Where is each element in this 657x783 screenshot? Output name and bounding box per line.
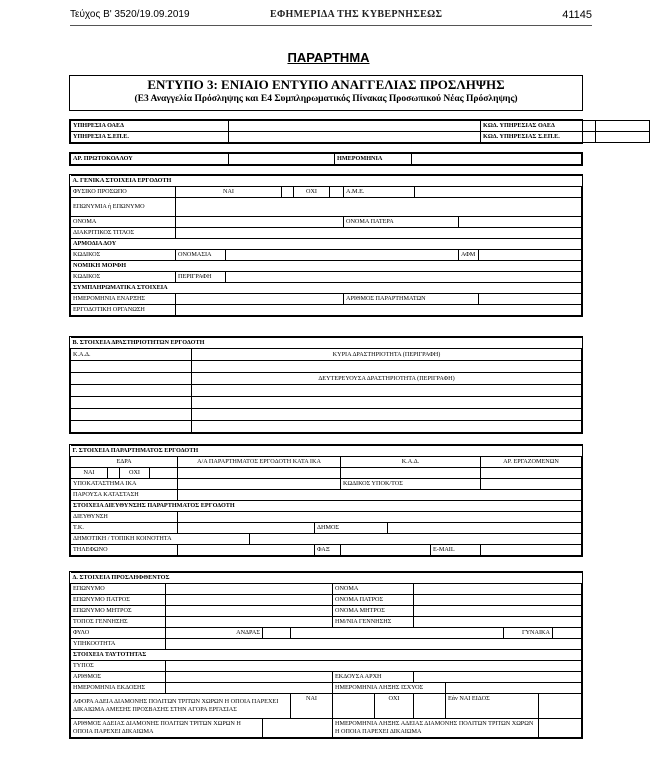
postal-code-field[interactable] bbox=[178, 523, 315, 534]
doy-designation-field[interactable] bbox=[226, 250, 459, 261]
mother-surname-field[interactable] bbox=[166, 606, 333, 617]
sepe-label: ΥΠΗΡΕΣΙΑ Σ.ΕΠ.Ε. bbox=[71, 132, 229, 143]
gender-spacer bbox=[291, 628, 504, 639]
sepe-code-label: ΚΩΔ. ΥΠΗΡΕΣΙΑΣ Σ.ΕΠ.Ε. bbox=[481, 132, 596, 143]
protocol-date-field[interactable] bbox=[412, 154, 582, 165]
ika-branch-label: ΥΠΟΚΑΤΑΣΤΗΜΑ ΙΚΑ bbox=[71, 479, 178, 490]
protocol-number-field[interactable] bbox=[229, 154, 335, 165]
seat-no-label: ΟΧΙ bbox=[120, 468, 150, 479]
municipality-field[interactable] bbox=[388, 523, 582, 534]
gender-label: ΦΥΛΟ bbox=[71, 628, 166, 639]
oaed-code-field[interactable] bbox=[596, 121, 650, 132]
company-name-label: ΕΠΩΝΥΜΙΑ ή ΕΠΩΝΥΜΟ bbox=[71, 198, 176, 217]
seat-yes-label: ΝΑΙ bbox=[71, 468, 108, 479]
id-type-label: ΤΥΠΟΣ bbox=[71, 661, 166, 672]
issuing-authority-label: ΕΚΔΟΥΣΑ ΑΡΧΗ bbox=[333, 672, 414, 683]
sepe-field[interactable] bbox=[229, 132, 481, 143]
doy-code-label: ΚΩΔΙΚΟΣ bbox=[71, 250, 176, 261]
secondary-activity-field-3[interactable] bbox=[192, 397, 582, 409]
address-title: ΣΤΟΙΧΕΙΑ ΔΙΕΥΘΥΝΣΗΣ ΠΑΡΑΡΤΗΜΑΤΟΣ ΕΡΓΟΔΟΤΗ bbox=[71, 501, 582, 512]
father-surname-field[interactable] bbox=[166, 595, 333, 606]
main-activity-label: ΚΥΡΙΑ ΔΡΑΣΤΗΡΙΟΤΗΤΑ (ΠΕΡΙΓΡΑΦΗ) bbox=[192, 349, 582, 361]
kad-field[interactable] bbox=[71, 361, 192, 373]
protocol-number-label: ΑΡ. ΠΡΩΤΟΚΟΛΛΟΥ bbox=[71, 154, 229, 165]
protocol-date-label: ΗΜΕΡΟΜΗΝΙΑ bbox=[335, 154, 412, 165]
status-label: ΠΑΡΟΥΣΑ ΚΑΤΑΣΤΑΣΗ bbox=[71, 490, 178, 501]
secondary-activity-label: ΔΕΥΤΕΡΕΥΟΥΣΑ ΔΡΑΣΤΗΡΙΟΤΗΤΑ (ΠΕΡΙΓΡΑΦΗ) bbox=[192, 373, 582, 385]
community-label: ΔΗΜΟΤΙΚΗ / ΤΟΠΙΚΗ ΚΟΙΝΟΤΗΤΑ bbox=[71, 534, 250, 545]
section-a-title: Α. ΓΕΝΙΚΑ ΣΤΟΙΧΕΙΑ ΕΡΓΟΔΟΤΗ bbox=[71, 176, 582, 187]
page-number: 41145 bbox=[562, 9, 592, 21]
surname-label: ΕΠΩΝΥΜΟ bbox=[71, 584, 166, 595]
journal-name: ΕΦΗΜΕΡΙΔΑ ΤΗΣ ΚΥΒΕΡΝΗΣΕΩΣ bbox=[270, 9, 443, 20]
annex-title: ΠΑΡΑΡΤΗΜΑ bbox=[287, 50, 370, 65]
mother-name-label: ΟΝΟΜΑ ΜΗΤΡΟΣ bbox=[333, 606, 414, 617]
legal-code-label: ΚΩΔΙΚΟΣ bbox=[71, 272, 176, 283]
father-surname-label: ΕΠΩΝΥΜΟ ΠΑΤΡΟΣ bbox=[71, 595, 166, 606]
natural-person-no-box[interactable] bbox=[330, 187, 344, 198]
branch-no-label: Α/Α ΠΑΡΑΡΤΗΜΑΤΟΣ ΕΡΓΟΔΟΤΗ ΚΑΤΑ ΙΚΑ bbox=[178, 457, 341, 468]
permit-yes-label: ΝΑΙ bbox=[291, 694, 333, 719]
branch-code-label: ΚΩΔΙΚΟΣ ΥΠΟΚ/ΤΟΣ bbox=[341, 479, 481, 490]
start-date-label: ΗΜΕΡΟΜΗΝΙΑ ΕΝΑΡΞΗΣ bbox=[71, 294, 176, 305]
natural-person-label: ΦΥΣΙΚΟ ΠΡΟΣΩΠΟ bbox=[71, 187, 176, 198]
doy-designation-label: ΟΝΟΜΑΣΙΑ bbox=[176, 250, 226, 261]
email-label: E-MAIL bbox=[431, 545, 481, 556]
afm-field[interactable] bbox=[479, 250, 582, 261]
permit-no-label: ΟΧΙ bbox=[375, 694, 414, 719]
municipality-label: ΔΗΜΟΣ bbox=[315, 523, 388, 534]
secondary-activity-field-5[interactable] bbox=[192, 421, 582, 433]
natural-person-yes-box[interactable] bbox=[282, 187, 294, 198]
birthplace-label: ΤΟΠΟΣ ΓΕΝΝΗΣΗΣ bbox=[71, 617, 166, 628]
page-header bbox=[70, 9, 592, 23]
doy-title: ΑΡΜΟΔΙΑ ΔΟΥ bbox=[71, 239, 582, 250]
services-box bbox=[69, 119, 583, 144]
fax-field[interactable] bbox=[341, 545, 431, 556]
section-b-title: Β. ΣΤΟΙΧΕΙΑ ΔΡΑΣΤΗΡΙΟΤΗΤΩΝ ΕΡΓΟΔΟΤΗ bbox=[71, 338, 582, 349]
start-date-field[interactable] bbox=[176, 294, 344, 305]
permit-number-label: ΑΡΙΘΜΟΣ ΑΔΕΙΑΣ ΔΙΑΜΟΝΗΣ ΠΟΛΙΤΩΝ ΤΡΙΤΩΝ ΧΩΡΩΝ Η ΟΠΟΙΑ ΠΑΡΕΧΕΙ ΔΙΚΑΙΩΜΑ bbox=[71, 719, 263, 738]
father-name-label: ΟΝΟΜΑ ΠΑΤΕΡΑ bbox=[344, 217, 459, 228]
id-title: ΣΤΟΙΧΕΙΑ ΤΑΥΤΟΤΗΤΑΣ bbox=[71, 650, 582, 661]
issue-date-label: ΗΜΕΡΟΜΗΝΙΑ ΕΚΔΟΣΗΣ bbox=[71, 683, 166, 694]
branch-no-field[interactable] bbox=[178, 468, 341, 479]
secondary-activity-field-2[interactable] bbox=[192, 385, 582, 397]
section-a bbox=[69, 174, 583, 317]
seat-no-box[interactable] bbox=[150, 468, 178, 479]
surname-field[interactable] bbox=[166, 584, 333, 595]
name-label: ΟΝΟΜΑ bbox=[71, 217, 176, 228]
kad-label: Κ.Α.Δ. bbox=[71, 349, 192, 361]
form-title: ΕΝΤΥΠΟ 3: ΕΝΙΑΙΟ ΕΝΤΥΠΟ ΑΝΑΓΓΕΛΙΑΣ ΠΡΟΣΛΗΨΗΣ bbox=[147, 77, 505, 92]
issuing-authority-field[interactable] bbox=[414, 672, 582, 683]
kad-secondary-field[interactable] bbox=[71, 373, 192, 385]
branch-kad-label: Κ.Α.Δ. bbox=[341, 457, 481, 468]
expiry-date-field[interactable] bbox=[446, 683, 582, 694]
female-label: ΓΥΝΑΙΚΑ bbox=[504, 628, 553, 639]
ame-label: Α.Μ.Ε. bbox=[344, 187, 415, 198]
id-number-label: ΑΡΙΘΜΟΣ bbox=[71, 672, 166, 683]
kad-field-4[interactable] bbox=[71, 409, 192, 421]
permit-expiry-label: ΗΜΕΡΟΜΗΝΙΑ ΛΗΞΗΣ ΑΔΕΙΑΣ ΔΙΑΜΟΝΗΣ ΠΟΛΙΤΩΝ ΤΡΙΤΩΝ ΧΩΡΩΝ Η ΟΠΟΙΑ ΠΑΡΕΧΕΙ ΔΙΚΑΙΩΜΑ bbox=[333, 719, 539, 738]
postal-code-label: Τ.Κ. bbox=[71, 523, 178, 534]
legal-description-field[interactable] bbox=[226, 272, 582, 283]
fax-label: ΦΑΞ bbox=[315, 545, 341, 556]
name-field[interactable] bbox=[176, 217, 344, 228]
form-subtitle: (Ε3 Αναγγελία Πρόσληψης και Ε4 Συμπληρωματικός Πίνακας Προσωπικού Νέας Πρόσληψης) bbox=[134, 94, 518, 104]
address-label: ΔΙΕΥΘΥΝΣΗ bbox=[71, 512, 178, 523]
no-label: ΟΧΙ bbox=[294, 187, 330, 198]
kad-field-5[interactable] bbox=[71, 421, 192, 433]
father-name-field-d[interactable] bbox=[414, 595, 582, 606]
legal-description-label: ΠΕΡΙΓΡΑΦΗ bbox=[176, 272, 226, 283]
section-d-title: Δ. ΣΤΟΙΧΕΙΑ ΠΡΟΣΛΗΦΘΕΝΤΟΣ bbox=[71, 573, 582, 584]
section-c bbox=[69, 444, 583, 557]
email-field[interactable] bbox=[481, 545, 582, 556]
male-label: ΑΝΔΡΑΣ bbox=[166, 628, 263, 639]
company-name-field[interactable] bbox=[176, 198, 582, 217]
issue-number: Τεύχος Β' 3520/19.09.2019 bbox=[70, 9, 190, 20]
secondary-activity-field-4[interactable] bbox=[192, 409, 582, 421]
birthplace-field[interactable] bbox=[166, 617, 333, 628]
oaed-field[interactable] bbox=[229, 121, 481, 132]
nationality-field[interactable] bbox=[166, 639, 582, 650]
employer-org-field[interactable] bbox=[176, 305, 582, 316]
father-name-label-d: ΟΝΟΜΑ ΠΑΤΡΟΣ bbox=[333, 595, 414, 606]
section-b bbox=[69, 336, 583, 434]
branch-count-field[interactable] bbox=[479, 294, 582, 305]
yes-label: ΝΑΙ bbox=[176, 187, 282, 198]
birthdate-field[interactable] bbox=[414, 617, 582, 628]
branch-kad-field[interactable] bbox=[341, 468, 481, 479]
nationality-label: ΥΠΗΚΟΟΤΗΤΑ bbox=[71, 639, 166, 650]
permit-type-field[interactable] bbox=[539, 694, 582, 719]
id-type-field[interactable] bbox=[166, 661, 582, 672]
section-c-title: Γ. ΣΤΟΙΧΕΙΑ ΠΑΡΑΡΤΗΜΑΤΟΣ ΕΡΓΟΔΟΤΗ bbox=[71, 446, 582, 457]
kad-field-3[interactable] bbox=[71, 397, 192, 409]
male-box[interactable] bbox=[263, 628, 291, 639]
hire-name-label: ΟΝΟΜΑ bbox=[333, 584, 414, 595]
header-divider bbox=[70, 25, 592, 26]
address-field[interactable] bbox=[178, 512, 582, 523]
branch-code-field[interactable] bbox=[481, 479, 582, 490]
form-title-box bbox=[69, 75, 583, 111]
hire-name-field[interactable] bbox=[414, 584, 582, 595]
main-activity-field[interactable] bbox=[192, 361, 582, 373]
legal-form-title: ΝΟΜΙΚΗ ΜΟΡΦΗ bbox=[71, 261, 582, 272]
mother-surname-label: ΕΠΩΝΥΜΟ ΜΗΤΡΟΣ bbox=[71, 606, 166, 617]
seat-yes-box[interactable] bbox=[108, 468, 120, 479]
protocol-box bbox=[69, 152, 583, 166]
mother-name-field[interactable] bbox=[414, 606, 582, 617]
trade-title-field[interactable] bbox=[176, 228, 582, 239]
permit-yes-box[interactable] bbox=[333, 694, 375, 719]
ame-field[interactable] bbox=[415, 187, 582, 198]
permit-number-field[interactable] bbox=[263, 719, 333, 738]
id-number-field[interactable] bbox=[166, 672, 333, 683]
permit-expiry-field[interactable] bbox=[539, 719, 582, 738]
sepe-code-field[interactable] bbox=[596, 132, 650, 143]
father-name-field[interactable] bbox=[459, 217, 582, 228]
female-box[interactable] bbox=[553, 628, 582, 639]
permit-type-label: Εάν ΝΑΙ ΕΙΔΟΣ bbox=[446, 694, 539, 719]
issue-date-field[interactable] bbox=[166, 683, 333, 694]
birthdate-label: ΗΜ/ΝΙΑ ΓΕΝΝΗΣΗΣ bbox=[333, 617, 414, 628]
employees-field[interactable] bbox=[481, 468, 582, 479]
permit-no-box[interactable] bbox=[414, 694, 446, 719]
section-d bbox=[69, 571, 583, 739]
status-field[interactable] bbox=[178, 490, 582, 501]
phone-label: ΤΗΛΕΦΩΝΟ bbox=[71, 545, 178, 556]
afm-label: ΑΦΜ bbox=[459, 250, 479, 261]
ika-branch-field[interactable] bbox=[178, 479, 341, 490]
trade-title-label: ΔΙΑΚΡΙΤΙΚΟΣ ΤΙΤΛΟΣ bbox=[71, 228, 176, 239]
supplementary-title: ΣΥΜΠΛΗΡΩΜΑΤΙΚΑ ΣΤΟΙΧΕΙΑ bbox=[71, 283, 582, 294]
community-field[interactable] bbox=[250, 534, 582, 545]
employer-org-label: ΕΡΓΟΔΟΤΙΚΗ ΟΡΓΑΝΩΣΗ bbox=[71, 305, 176, 316]
expiry-date-label: ΗΜΕΡΟΜΗΝΙΑ ΛΗΞΗΣ ΙΣΧΥΟΣ bbox=[333, 683, 446, 694]
phone-field[interactable] bbox=[178, 545, 315, 556]
seat-label: ΕΔΡΑ bbox=[71, 457, 178, 468]
oaed-code-label: ΚΩΔ. ΥΠΗΡΕΣΙΑΣ ΟΑΕΔ bbox=[481, 121, 596, 132]
oaed-label: ΥΠΗΡΕΣΙΑ ΟΑΕΔ bbox=[71, 121, 229, 132]
kad-field-2[interactable] bbox=[71, 385, 192, 397]
permit-question-label: ΑΦΟΡΑ ΑΔΕΙΑ ΔΙΑΜΟΝΗΣ ΠΟΛΙΤΩΝ ΤΡΙΤΩΝ ΧΩΡΩΝ Η ΟΠΟΙΑ ΠΑΡΕΧΕΙ ΔΙΚΑΙΩΜΑ ΑΜΕΣΗΣ ΠΡΟΣΒΑΣΗΣ ΣΤΗΝ ΑΓΟΡΑ ΕΡΓΑΣΙΑΣ bbox=[71, 694, 291, 719]
branch-count-label: ΑΡΙΘΜΟΣ ΠΑΡΑΡΤΗΜΑΤΩΝ bbox=[344, 294, 479, 305]
employees-label: ΑΡ. ΕΡΓΑΖΟΜΕΝΩΝ bbox=[481, 457, 582, 468]
